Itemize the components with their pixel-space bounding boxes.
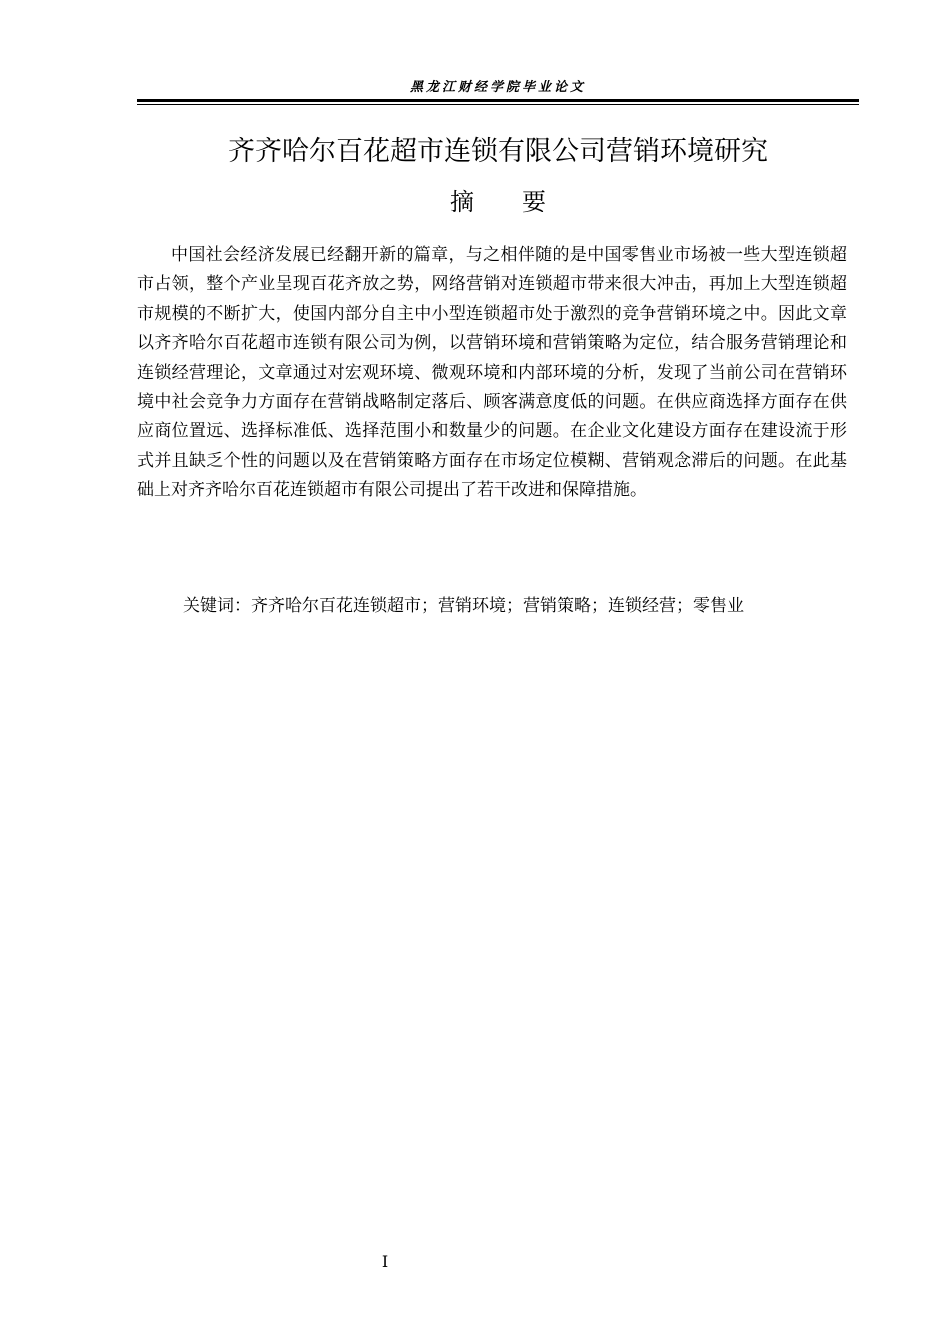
keywords-text: 齐齐哈尔百花连锁超市；营销环境；营销策略；连锁经营；零售业 — [251, 596, 744, 616]
abstract-heading: 摘要 — [450, 188, 594, 216]
running-header: 黑龙江财经学院毕业论文 — [409, 80, 586, 95]
header-rule-thick — [137, 99, 859, 102]
paper-title: 齐齐哈尔百花超市连锁有限公司营销环境研究 — [228, 136, 768, 167]
keywords-line — [183, 594, 859, 618]
page-number: I — [381, 1252, 389, 1271]
header-rule-thin — [137, 104, 859, 105]
keywords-label: 关键词： — [183, 596, 251, 616]
abstract-body: 中国社会经济发展已经翻开新的篇章，与之相伴随的是中国零售业市场被一些大型连锁超市占领，整个产业呈现百花齐放之势，网络营销对连锁超市带来很大冲击，再加上大型连锁超市规模的不断扩大，使国内部分自主中小型连锁超市处于激烈的竞争营销环境之中。因此文章以齐齐哈尔百花超市连锁有限公司为例，以营销环境和营销策略为定位，结合服务营销理论和连锁经营理论，文章通过对宏观环境、微观环境和内部环境的分析，发现了当前公司在营销环境中社会竞争力方面存在营销战略制定落后、顾客满意度低的问题。在供应商选择方面存在供应商位置远、选择标准低、选择范围小和数量少的问题。在企业文化建设方面存在建设流于形式并且缺乏个性的问题以及在营销策略方面存在市场定位模糊、营销观念滞后的问题。在此基础上对齐齐哈尔百花连锁超市有限公司提出了若干改进和保障措施。 — [137, 245, 847, 501]
